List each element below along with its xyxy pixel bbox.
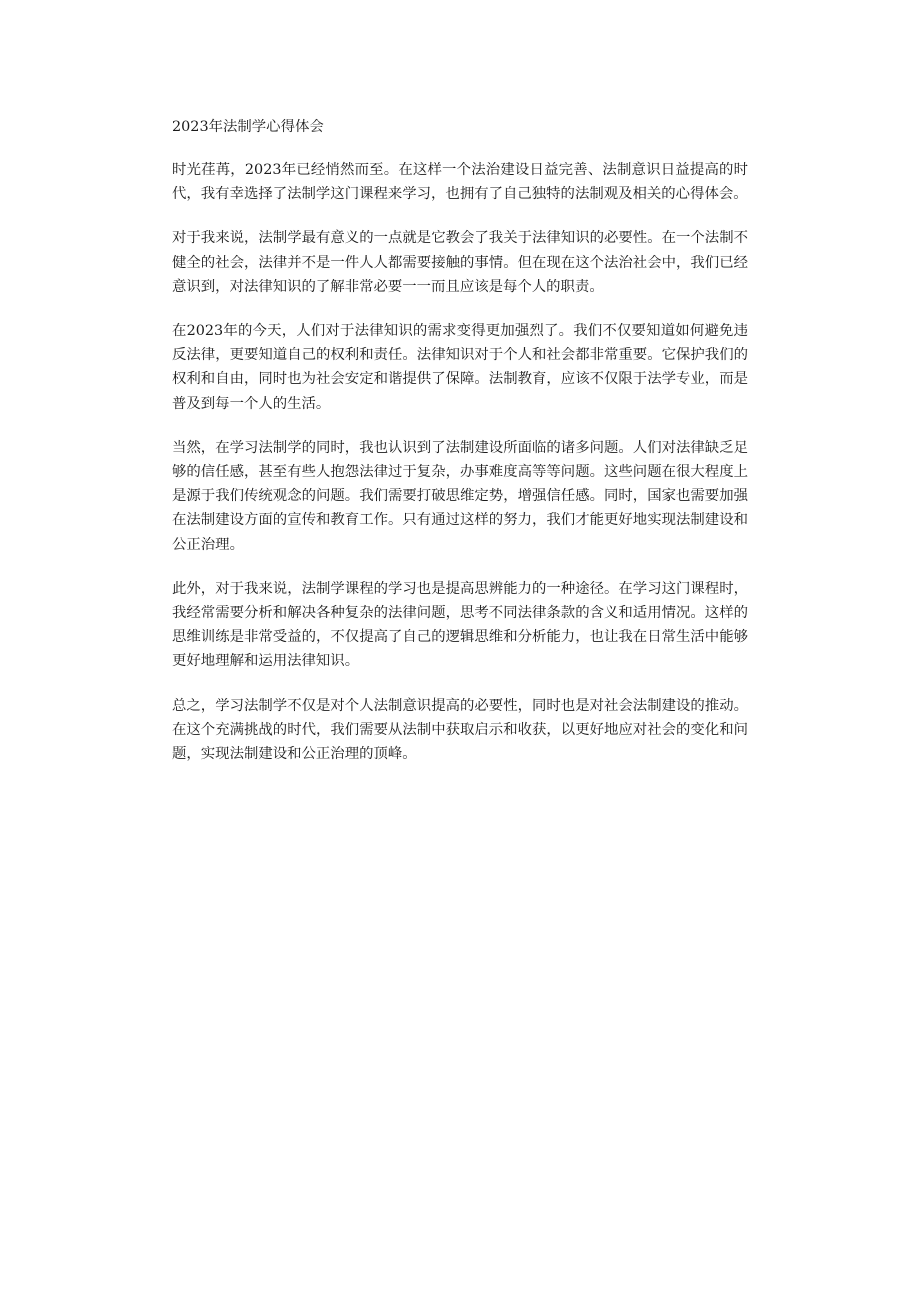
paragraph-1: 时光荏苒，2023年已经悄然而至。在这样一个法治建设日益完善、法制意识日益提高的时代，我有幸选择了法制学这门课程来学习，也拥有了自己独特的法制观及相关的心得体会。 <box>172 162 748 203</box>
document-title: 2023年法制学心得体会 <box>172 119 324 135</box>
paragraph-6: 总之，学习法制学不仅是对个人法制意识提高的必要性，同时也是对社会法制建设的推动。在这个充满挑战的时代，我们需要从法制中获取启示和收获，以更好地应对社会的变化和问题，实现法制建设和公正治理的顶峰。 <box>172 697 748 763</box>
paragraph-5: 此外，对于我来说，法制学课程的学习也是提高思辨能力的一种途径。在学习这门课程时，我经常需要分析和解决各种复杂的法律问题，思考不同法律条款的含义和适用情况。这样的思维训练是非常受益的，不仅提高了自己的逻辑思维和分析能力，也让我在日常生活中能够更好地理解和运用法律知识。 <box>172 580 748 670</box>
document-page <box>172 116 748 786</box>
paragraph-2: 对于我来说，法制学最有意义的一点就是它教会了我关于法律知识的必要性。在一个法制不健全的社会，法律并不是一件人人都需要接触的事情。但在现在这个法治社会中，我们已经意识到，对法律知识的了解非常必要一一而且应该是每个人的职责。 <box>172 230 748 295</box>
paragraph-3: 在2023年的今天，人们对于法律知识的需求变得更加强烈了。我们不仅要知道如何避免违反法律，更要知道自己的权利和责任。法律知识对于个人和社会都非常重要。它保护我们的权利和自由，同时也为社会安定和谐提供了保障。法制教育，应该不仅限于法学专业，而是普及到每一个人的生活。 <box>172 323 748 412</box>
paragraph-4: 当然，在学习法制学的同时，我也认识到了法制建设所面临的诸多问题。人们对法律缺乏足够的信任感，甚至有些人抱怨法律过于复杂，办事难度高等等问题。这些问题在很大程度上是源于我们传统观念的问题。我们需要打破思维定势，增强信任感。同时，国家也需要加强在法制建设方面的宣传和教育工作。只有通过这样的努力，我们才能更好地实现法制建设和公正治理。 <box>172 439 748 553</box>
